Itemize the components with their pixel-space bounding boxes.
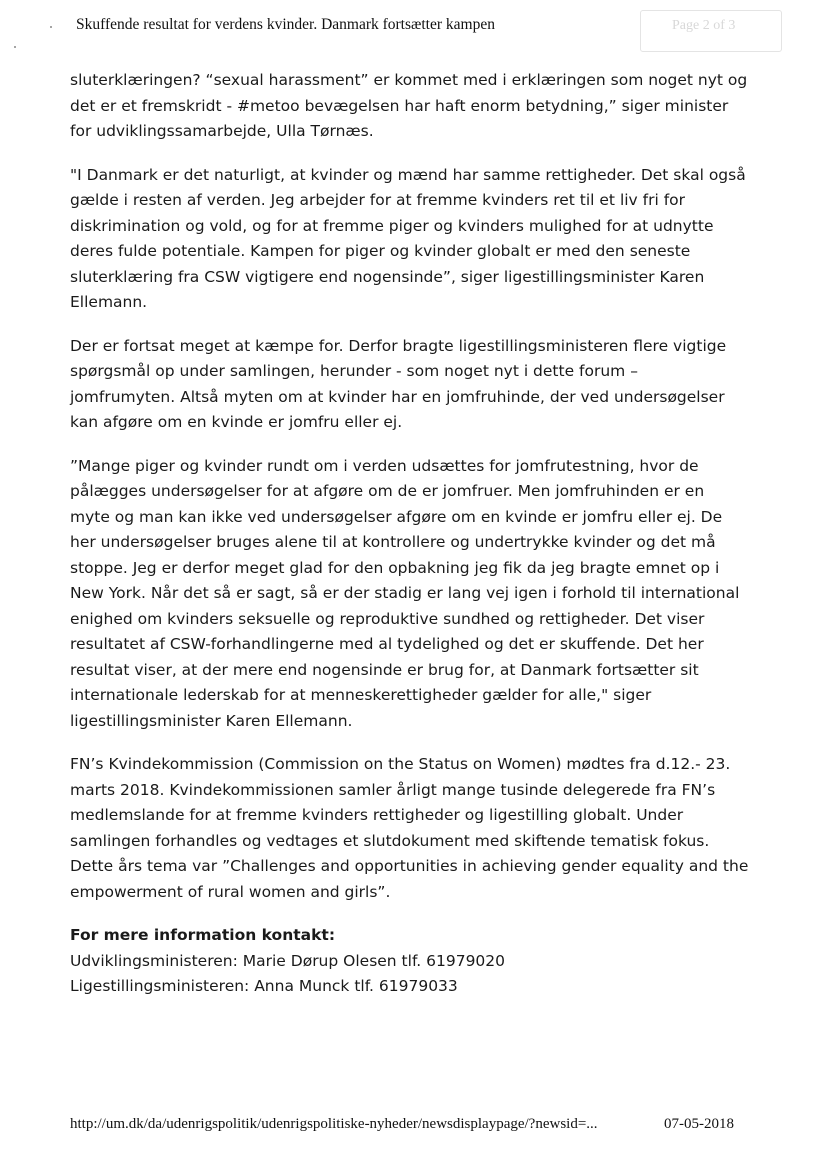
contact-heading: For mere information kontakt: <box>70 926 336 944</box>
document-header-title: Skuffende resultat for verdens kvinder. Danmark fortsætter kampen <box>76 16 495 33</box>
body-paragraph <box>70 68 770 145</box>
text-line: stoppe. Jeg er derfor meget glad for den opbakning jeg fik da jeg bragte emnet op i <box>70 558 720 577</box>
text-line: marts 2018. Kvindekommissionen samler årligt mange tusinde delegerede fra FN’s <box>70 780 716 799</box>
text-line: sluterklæringen? “sexual harassment” er kommet med i erklæringen som noget nyt og <box>70 71 748 89</box>
text-line: diskrimination og vold, og for at fremme piger og kvinders mulighed for at udnytte <box>70 216 714 235</box>
text-line: ligestillingsminister Karen Ellemann. <box>70 711 353 730</box>
paragraph-list <box>70 68 770 905</box>
text-line: enighed om kvinders seksuelle og reproduktive sundhed og rettigheder. Det viser <box>70 609 705 628</box>
text-line: her undersøgelser bruges alene til at kontrollere og undertrykke kvinder og det må <box>70 533 716 551</box>
body-paragraph <box>70 752 770 905</box>
text-line: gælde i resten af verden. Jeg arbejder for at fremme kvinders ret til et liv fri for <box>70 191 686 209</box>
text-line: myte og man kan ikke ved undersøgelser afgøre om en kvinde er jomfru eller ej. De <box>70 507 723 526</box>
body-paragraph <box>70 454 770 735</box>
body-paragraph <box>70 334 770 436</box>
document-body <box>70 68 770 1000</box>
footer-date: 07-05-2018 <box>664 1116 734 1132</box>
text-line: samlingen forhandles og vedtages et slutdokument med skiftende tematisk fokus. <box>70 831 710 850</box>
text-line: New York. Når det så er sagt, så er der stadig er lang vej igen i forhold til international <box>70 584 740 602</box>
text-line: empowerment of rural women and girls”. <box>70 882 391 901</box>
text-line: kan afgøre om en kvinde er jomfru eller ej. <box>70 413 403 431</box>
text-line: "I Danmark er det naturligt, at kvinder og mænd har samme rettigheder. Det skal også <box>70 165 746 184</box>
body-paragraph <box>70 163 770 316</box>
text-line: resultat viser, at der mere end nogensinde er brug for, at Danmark fortsætter sit <box>70 660 699 679</box>
page-indicator: Page 2 of 3 <box>672 18 736 33</box>
text-line: det er et fremskridt - #metoo bevægelsen har haft enorm betydning,” siger minister <box>70 96 729 115</box>
text-line: medlemslande for at fremme kvinders rettigheder og ligestilling globalt. Under <box>70 806 684 824</box>
text-line: Dette års tema var ”Challenges and opportunities in achieving gender equality and the <box>70 857 749 875</box>
contact-line-ligestilling: Ligestillingsministeren: Anna Munck tlf. 61979033 <box>70 977 458 995</box>
footer-url: http://um.dk/da/udenrigspolitik/udenrigspolitiske-nyheder/newsdisplaypage/?newsid=... <box>70 1116 598 1132</box>
text-line: Ellemann. <box>70 293 148 311</box>
text-line: Der er fortsat meget at kæmpe for. Derfor bragte ligestillingsministeren flere vigtige <box>70 336 727 355</box>
text-line: internationale lederskab for at menneskerettigheder gælder for alle," siger <box>70 686 652 704</box>
text-line: resultatet af CSW-forhandlingerne med al tydelighed og det er skuffende. Det her <box>70 635 704 653</box>
text-line: spørgsmål op under samlingen, herunder - som noget nyt i dette forum – <box>70 362 638 380</box>
text-line: sluterklæring fra CSW vigtigere end nogensinde”, siger ligestillingsminister Karen <box>70 267 705 286</box>
text-line: for udviklingssamarbejde, Ulla Tørnæs. <box>70 122 374 140</box>
text-line: FN’s Kvindekommission (Commission on the Status on Women) mødtes fra d.12.- 23. <box>70 755 731 773</box>
scan-speck <box>14 46 16 48</box>
text-line: deres fulde potentiale. Kampen for piger og kvinder globalt er med den seneste <box>70 242 691 260</box>
text-line: ”Mange piger og kvinder rundt om i verden udsættes for jomfrutestning, hvor de <box>70 456 699 475</box>
contact-line-udvikling: Udviklingsministeren: Marie Dørup Olesen tlf. 61979020 <box>70 951 506 970</box>
scan-speck <box>50 26 52 28</box>
text-line: jomfrumyten. Altså myten om at kvinder har en jomfruhinde, der ved undersøgelser <box>70 387 725 406</box>
text-line: pålægges undersøgelser for at afgøre om de er jomfruer. Men jomfruhinden er en <box>70 482 705 500</box>
